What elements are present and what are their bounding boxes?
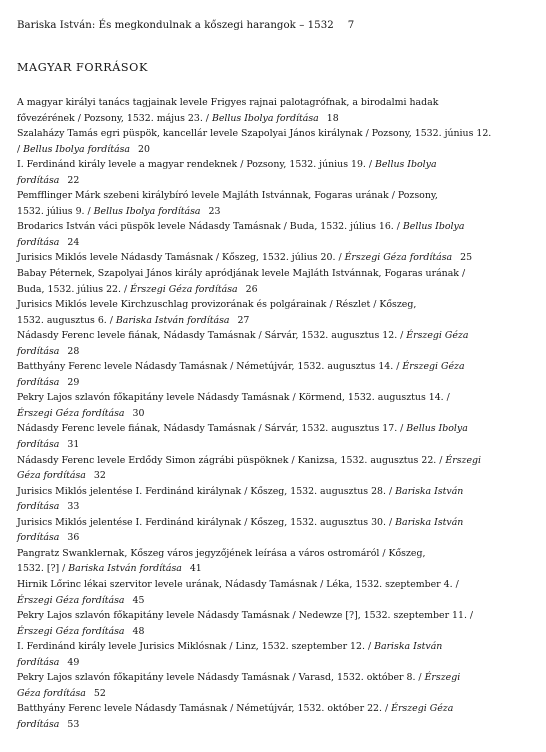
entry-line	[17, 655, 529, 671]
entry-line	[17, 670, 529, 686]
entry-page-number: 45	[132, 594, 145, 606]
translator-credit: Érszegi	[424, 672, 461, 684]
entry-line	[17, 484, 529, 500]
entry-line	[17, 406, 529, 422]
translator-credit: Géza fordítása	[17, 470, 86, 482]
entry-text: Jurisics Miklós jelentése I. Ferdinánd királynak / Kőszeg, 1532. augusztus 30. /	[17, 516, 396, 528]
entry-line	[17, 701, 529, 717]
entry-line	[17, 157, 529, 173]
source-entry	[17, 266, 529, 297]
entry-text: Jurisics Miklós jelentése I. Ferdinánd királynak / Kőszeg, 1532. augusztus 28. /	[17, 485, 396, 497]
entry-page-number: 20	[137, 143, 150, 155]
entry-line	[17, 453, 529, 469]
entry-text: Nádasdy Ferenc levele fiának, Nádasdy Tamásnak / Sárvár, 1532. augusztus 17. /	[17, 423, 407, 435]
entry-text: Jurisics Miklós levele Nádasdy Tamásnak / Kőszeg, 1532. július 20. /	[17, 252, 345, 264]
source-entry	[17, 577, 529, 608]
source-entry	[17, 126, 529, 157]
translator-credit: fordítása	[17, 656, 60, 668]
entry-text: 1532. [?] /	[17, 563, 69, 575]
section-title: MAGYAR FORRÁSOK	[17, 61, 148, 74]
entry-page-number: 30	[132, 407, 145, 419]
translator-credit: Bellus Ibolya fordítása	[211, 112, 319, 124]
entry-page-number: 28	[67, 345, 80, 357]
entry-page-number: 23	[208, 205, 221, 217]
translator-credit: Bariska István	[395, 485, 464, 497]
translator-credit: Bariska István	[374, 641, 443, 653]
translator-credit: Bariska István fordítása	[68, 563, 182, 575]
entry-page-number: 48	[132, 625, 145, 637]
entry-text: Nádasdy Ferenc levele fiának, Nádasdy Tamásnak / Sárvár, 1532. augusztus 12. /	[17, 330, 407, 342]
translator-credit: fordítása	[17, 439, 60, 451]
entry-line	[17, 468, 529, 484]
source-entry	[17, 95, 529, 126]
entry-text: Batthyány Ferenc levele Nádasdy Tamásnak / Németújvár, 1532. augusztus 14. /	[17, 361, 403, 373]
translator-credit: Érszegi Géza fordítása	[17, 625, 125, 637]
entry-page-number: 25	[460, 252, 473, 264]
entry-line	[17, 515, 529, 531]
source-entry	[17, 421, 529, 452]
translator-credit: Érszegi Géza fordítása	[17, 407, 125, 419]
entry-text: I. Ferdinánd király levele a magyar rendeknek / Pozsony, 1532. június 19. /	[17, 159, 376, 171]
entry-line	[17, 421, 529, 437]
entry-text: Buda, 1532. július 22. /	[17, 283, 131, 295]
entry-line	[17, 437, 529, 453]
entry-line	[17, 390, 529, 406]
translator-credit: Bariska István	[395, 516, 464, 528]
translator-credit: Érszegi Géza fordítása	[130, 283, 238, 295]
running-head-text: Bariska István: És megkondulnak a kőszegi harangok – 1532	[17, 20, 334, 31]
translator-credit: Bellus Ibolya	[402, 221, 465, 233]
source-entry	[17, 453, 529, 484]
translator-credit: fordítása	[17, 345, 60, 357]
source-entry	[17, 250, 529, 266]
entry-page-number: 41	[189, 563, 202, 575]
source-entry	[17, 639, 529, 670]
entry-line	[17, 173, 529, 189]
translator-credit: fordítása	[17, 532, 60, 544]
translator-credit: Érszegi Géza fordítása	[344, 252, 453, 264]
entry-text: Pangratz Swanklernak, Kőszeg város jegyzőjének leírása a város ostromáról / Kőszeg,	[17, 547, 426, 559]
entry-line	[17, 95, 529, 111]
page-number: 7	[347, 20, 355, 31]
entry-line	[17, 142, 529, 158]
entry-page-number: 31	[67, 439, 80, 451]
entry-text: Nádasdy Ferenc levele Erdődy Simon zágrábi püspöknek / Kanizsa, 1532. augusztus 22. /	[17, 454, 446, 466]
translator-credit: Bellus Ibolya	[406, 423, 468, 435]
entry-line	[17, 111, 529, 127]
entry-line	[17, 297, 529, 313]
translator-credit: fordítása	[17, 376, 60, 388]
source-entry	[17, 157, 529, 188]
translator-credit: Bellus Ibolya	[375, 159, 437, 171]
entry-line	[17, 328, 529, 344]
entry-line	[17, 204, 529, 220]
entry-text: fővezérének / Pozsony, 1532. május 23. /	[17, 112, 212, 124]
entry-page-number: 52	[93, 687, 106, 699]
translator-credit: fordítása	[17, 501, 60, 513]
translator-credit: Bellus Ibolya fordítása	[23, 143, 130, 155]
entry-page-number: 32	[93, 470, 106, 482]
entry-line	[17, 608, 529, 624]
source-entry	[17, 484, 529, 515]
entry-text: A magyar királyi tanács tagjainak levele Frigyes rajnai palotagrófnak, a birodalmi hadak	[17, 97, 439, 108]
entry-line	[17, 639, 529, 655]
entry-line	[17, 717, 529, 733]
entry-line	[17, 593, 529, 609]
entry-line	[17, 561, 529, 577]
entry-line	[17, 546, 529, 562]
source-entry	[17, 670, 529, 701]
entry-line	[17, 266, 529, 282]
entry-page-number: 36	[67, 532, 80, 544]
entry-text: Szalaházy Tamás egri püspök, kancellár levele Szapolyai János királynak / Pozsony, 1532. június 12.	[17, 128, 492, 140]
entry-text: Batthyány Ferenc levele Nádasdy Tamásnak / Németújvár, 1532. október 22. /	[17, 703, 392, 715]
entry-line	[17, 577, 529, 593]
entry-line	[17, 282, 529, 298]
entry-line	[17, 499, 529, 515]
entry-line	[17, 126, 529, 142]
entry-text: Jurisics Miklós levele Kirchzuschlag provizorának és polgárainak / Részlet / Kőszeg,	[17, 299, 417, 311]
entry-text: 1532. augusztus 6. /	[17, 314, 116, 326]
entry-page-number: 27	[237, 314, 250, 326]
entry-text: Babay Péternek, Szapolyai János király apródjának levele Majláth Istvánnak, Fogaras urának /	[17, 268, 466, 280]
translator-credit: Bellus Ibolya fordítása	[93, 205, 201, 217]
entry-page-number: 18	[326, 112, 339, 124]
source-entry	[17, 515, 529, 546]
entry-text: Pekry Lajos szlavón főkapitány levele Nádasdy Tamásnak / Körmend, 1532. augusztus 14. /	[17, 392, 450, 404]
entry-line	[17, 250, 529, 266]
source-entry	[17, 219, 529, 250]
translator-credit: Érszegi Géza fordítása	[17, 594, 125, 606]
entry-text: Brodarics István váci püspök levele Nádasdy Tamásnak / Buda, 1532. július 16. /	[17, 221, 403, 233]
translator-credit: fordítása	[17, 236, 60, 248]
entry-text: Pemfflinger Márk szebeni királybíró levele Majláth Istvánnak, Fogaras urának / Pozsony,	[17, 190, 438, 202]
entry-line	[17, 344, 529, 360]
entry-line	[17, 235, 529, 251]
source-entry	[17, 546, 529, 577]
entry-page-number: 26	[245, 283, 258, 295]
source-entry	[17, 359, 529, 390]
source-entry	[17, 701, 529, 732]
entry-text: Pekry Lajos szlavón főkapitány levele Nádasdy Tamásnak / Nedewze [?], 1532. szeptember 11. /	[17, 610, 474, 622]
entry-line	[17, 530, 529, 546]
entry-text: 1532. július 9. /	[17, 205, 94, 217]
translator-credit: Érszegi	[445, 454, 482, 466]
entry-page-number: 29	[67, 376, 80, 388]
entry-text: Hirnik Lőrinc lékai szervitor levele urának, Nádasdy Tamásnak / Léka, 1532. szeptember 4. /	[17, 578, 459, 590]
entry-line	[17, 188, 529, 204]
entry-line	[17, 313, 529, 329]
running-head	[17, 20, 354, 31]
entry-line	[17, 686, 529, 702]
translator-credit: Érszegi Géza	[391, 703, 454, 715]
entry-line	[17, 359, 529, 375]
entry-page-number: 49	[67, 656, 80, 668]
source-entry	[17, 390, 529, 421]
entry-text: /	[17, 143, 24, 155]
source-entry	[17, 188, 529, 219]
translator-credit: Géza fordítása	[17, 687, 86, 699]
translator-credit: fordítása	[17, 174, 60, 186]
source-entry	[17, 297, 529, 328]
entry-line	[17, 375, 529, 391]
entry-line	[17, 624, 529, 640]
translator-credit: Érszegi Géza	[406, 330, 469, 342]
entry-page-number: 33	[67, 501, 80, 513]
translator-credit: Érszegi Géza	[402, 361, 465, 373]
translator-credit: Bariska István fordítása	[115, 314, 230, 326]
entry-page-number: 22	[67, 174, 80, 186]
source-list	[17, 95, 529, 732]
entry-text: Pekry Lajos szlavón főkapitány levele Nádasdy Tamásnak / Varasd, 1532. október 8. /	[17, 672, 425, 684]
entry-page-number: 53	[67, 718, 80, 730]
source-entry	[17, 328, 529, 359]
entry-text: I. Ferdinánd király levele Jurisics Miklósnak / Linz, 1532. szeptember 12. /	[17, 641, 375, 653]
source-entry	[17, 608, 529, 639]
translator-credit: fordítása	[17, 718, 60, 730]
entry-page-number: 24	[67, 236, 80, 248]
entry-line	[17, 219, 529, 235]
